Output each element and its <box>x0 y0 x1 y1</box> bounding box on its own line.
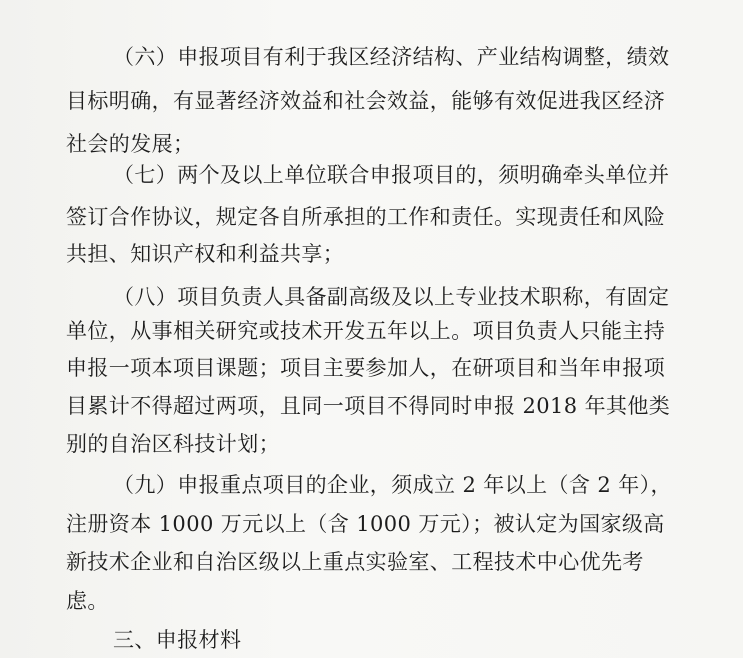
item-9-line-4: 虑。 <box>66 589 109 613</box>
item-9-line-1: （九）申报重点项目的企业，须成立 2 年以上（含 2 年）， <box>113 473 672 497</box>
item-8-line-3: 申报一项本项目课题；项目主要参加人，在研项目和当年申报项 <box>66 356 666 380</box>
section-heading: 三、申报材料 <box>113 628 242 652</box>
item-6-line-2: 目标明确，有显著经济效益和社会效益，能够有效促进我区经济 <box>66 89 666 113</box>
item-7-line-3: 共担、知识产权和利益共享； <box>66 242 345 266</box>
item-8-line-2: 单位，从事相关研究或技术开发五年以上。项目负责人只能主持 <box>66 319 666 343</box>
item-8-line-1: （八）项目负责人具备副高级及以上专业技术职称，有固定 <box>113 285 670 309</box>
item-9-line-3: 新技术企业和自治区级以上重点实验室、工程技术中心优先考 <box>66 550 644 574</box>
item-7-line-1: （七）两个及以上单位联合申报项目的，须明确牵头单位并 <box>113 163 670 187</box>
item-8-line-5: 别的自治区科技计划； <box>66 432 280 456</box>
item-9-line-2: 注册资本 1000 万元以上（含 1000 万元）；被认定为国家级高 <box>66 512 665 536</box>
item-6-line-1: （六）申报项目有利于我区经济结构、产业结构调整，绩效 <box>113 45 670 69</box>
item-7-line-2: 签订合作协议，规定各自所承担的工作和责任。实现责任和风险 <box>66 205 666 229</box>
item-8-line-4: 目累计不得超过两项，且同一项目不得同时申报 2018 年其他类 <box>66 394 671 418</box>
item-6-line-3: 社会的发展； <box>66 132 195 156</box>
